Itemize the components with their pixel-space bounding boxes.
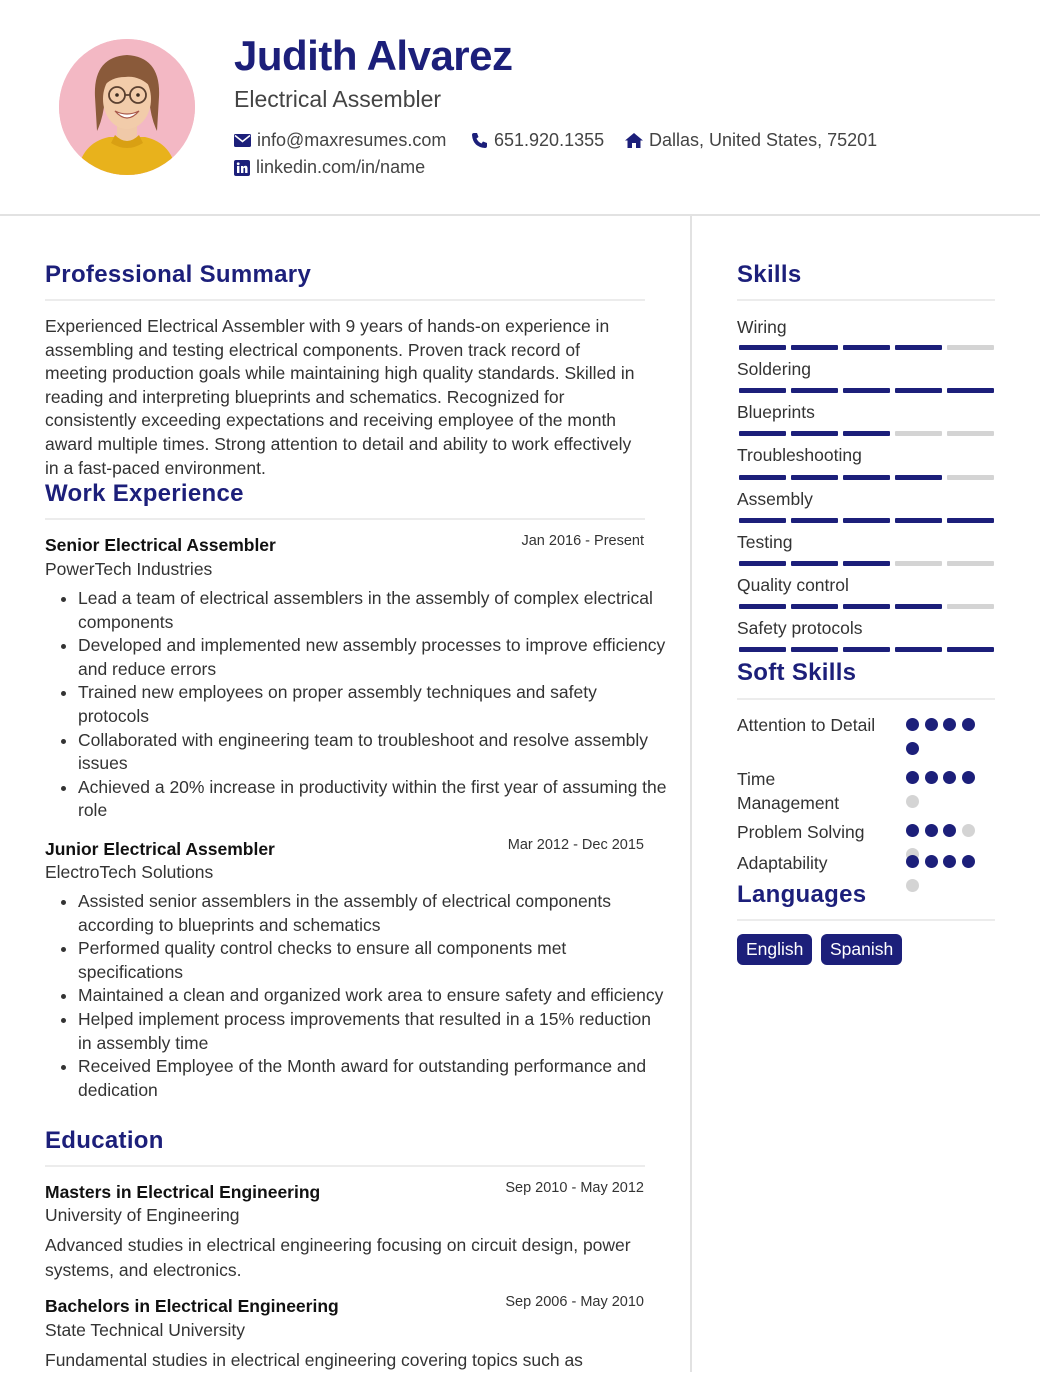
job-bullet: • Assisted senior assemblers in the assembly of electrical components according to blueprints and schematics bbox=[78, 890, 668, 937]
skill-level-filled bbox=[739, 604, 786, 609]
skill-name: Wiring bbox=[737, 317, 787, 337]
languages-heading: Languages bbox=[737, 881, 867, 908]
experience-rule bbox=[45, 518, 645, 520]
profile-photo-illustration bbox=[59, 39, 195, 175]
rating-dot-filled bbox=[925, 771, 938, 784]
rating-dot-filled bbox=[925, 855, 938, 868]
phone-icon bbox=[471, 132, 488, 149]
rating-dot-filled bbox=[943, 771, 956, 784]
skill-bar bbox=[739, 604, 999, 609]
job-bullet: • Lead a team of electrical assemblers in the assembly of complex electrical components bbox=[78, 587, 668, 634]
soft-skill-name: Time Management bbox=[737, 769, 840, 813]
rating-dot-filled bbox=[962, 771, 975, 784]
rating-dot-empty bbox=[906, 795, 919, 808]
skill-bar bbox=[739, 647, 999, 652]
education-heading: Education bbox=[45, 1127, 164, 1154]
phone-text: 651.920.1355 bbox=[494, 130, 605, 150]
location-text: Dallas, United States, 75201 bbox=[649, 130, 878, 150]
email-text: info@maxresumes.com bbox=[257, 130, 447, 150]
skill-name: Assembly bbox=[737, 489, 813, 509]
skill-level-filled bbox=[947, 647, 994, 652]
rating-dot-filled bbox=[925, 824, 938, 837]
skill-level-filled bbox=[843, 518, 890, 523]
job-bullets bbox=[58, 587, 668, 823]
skill-level-empty bbox=[895, 561, 942, 566]
soft-skill-name: Attention to Detail bbox=[737, 715, 876, 735]
candidate-role: Electrical Assembler bbox=[234, 86, 442, 112]
skill-bar bbox=[739, 345, 999, 350]
job-bullet: • Trained new employees on proper assembly techniques and safety protocols bbox=[78, 681, 668, 728]
rating-dot-empty bbox=[906, 879, 919, 892]
skill-level-filled bbox=[739, 647, 786, 652]
soft-skill-name: Adaptability bbox=[737, 853, 828, 873]
resume-header bbox=[0, 0, 1040, 216]
soft-skill-dots bbox=[906, 718, 986, 766]
language-tag: Spanish bbox=[821, 934, 902, 965]
linkedin-contact[interactable] bbox=[234, 157, 425, 178]
rating-dot-filled bbox=[906, 742, 919, 755]
rating-dot-filled bbox=[943, 718, 956, 731]
envelope-icon bbox=[234, 134, 251, 147]
skill-level-filled bbox=[895, 518, 942, 523]
skill-level-filled bbox=[895, 475, 942, 480]
skill-level-empty bbox=[947, 561, 994, 566]
skill-level-filled bbox=[791, 388, 838, 393]
soft-skill-dots bbox=[906, 771, 986, 819]
skill-level-filled bbox=[895, 604, 942, 609]
job-bullet: • Helped implement process improvements that resulted in a 15% reduction in assembly time bbox=[78, 1008, 668, 1055]
skill-level-filled bbox=[739, 345, 786, 350]
skill-bar bbox=[739, 518, 999, 523]
profile-photo bbox=[59, 39, 195, 175]
soft-skills-rule bbox=[737, 698, 995, 700]
skill-level-filled bbox=[791, 518, 838, 523]
soft-skill-dots bbox=[906, 855, 986, 903]
skill-level-filled bbox=[843, 345, 890, 350]
job-bullet: • Maintained a clean and organized work area to ensure safety and efficiency bbox=[78, 984, 668, 1008]
summary-text: Experienced Electrical Assembler with 9 years of hands-on experience in assembling and testing electrical components. Proven track record of meeting production goals while maintaining high quality standards. Skilled in reading and interpreting blueprints and schematics. Recognized for consistently exceeding expectations and receiving employee of the month award multiple times. Strong attention to detail and ability to work effectively in a fast-paced environment. bbox=[45, 316, 635, 478]
rating-dot-filled bbox=[943, 824, 956, 837]
skill-level-filled bbox=[791, 647, 838, 652]
education-rule bbox=[45, 1165, 645, 1167]
skill-level-filled bbox=[947, 518, 994, 523]
skill-level-filled bbox=[843, 475, 890, 480]
summary-rule bbox=[45, 299, 645, 301]
skill-level-filled bbox=[791, 475, 838, 480]
skill-level-empty bbox=[895, 431, 942, 436]
job-company: ElectroTech Solutions bbox=[45, 862, 214, 882]
rating-dot-filled bbox=[962, 855, 975, 868]
home-icon bbox=[625, 133, 643, 148]
job-title: Senior Electrical Assembler bbox=[45, 535, 276, 555]
skill-name: Testing bbox=[737, 532, 793, 552]
rating-dot-filled bbox=[906, 718, 919, 731]
rating-dot-filled bbox=[906, 771, 919, 784]
degree-title: Masters in Electrical Engineering bbox=[45, 1182, 321, 1202]
summary-heading: Professional Summary bbox=[45, 261, 312, 288]
skills-rule bbox=[737, 299, 995, 301]
linkedin-text: linkedin.com/in/name bbox=[256, 157, 426, 177]
skill-level-empty bbox=[947, 475, 994, 480]
skill-level-filled bbox=[895, 345, 942, 350]
linkedin-icon bbox=[234, 160, 250, 176]
job-dates: Mar 2012 - Dec 2015 bbox=[507, 837, 644, 853]
skill-name: Troubleshooting bbox=[737, 445, 862, 465]
skill-name: Safety protocols bbox=[737, 618, 863, 638]
skill-level-filled bbox=[791, 604, 838, 609]
skill-level-filled bbox=[739, 431, 786, 436]
phone-contact[interactable] bbox=[471, 130, 604, 151]
skill-level-filled bbox=[739, 561, 786, 566]
column-divider bbox=[690, 216, 692, 1372]
skill-bar bbox=[739, 475, 999, 480]
soft-skills-heading: Soft Skills bbox=[737, 659, 857, 686]
education-dates: Sep 2010 - May 2012 bbox=[505, 1180, 644, 1196]
job-company: PowerTech Industries bbox=[45, 559, 213, 579]
skill-level-filled bbox=[947, 388, 994, 393]
job-bullet: • Received Employee of the Month award for outstanding performance and dedication bbox=[78, 1055, 668, 1102]
degree-title: Bachelors in Electrical Engineering bbox=[45, 1296, 339, 1316]
rating-dot-filled bbox=[906, 855, 919, 868]
skill-bar bbox=[739, 561, 999, 566]
job-bullet: • Achieved a 20% increase in productivity within the first year of assuming the role bbox=[78, 776, 668, 823]
school-name: University of Engineering bbox=[45, 1205, 240, 1225]
skill-level-filled bbox=[739, 518, 786, 523]
languages-rule bbox=[737, 919, 995, 921]
skill-level-filled bbox=[739, 475, 786, 480]
skill-level-filled bbox=[739, 388, 786, 393]
rating-dot-filled bbox=[906, 824, 919, 837]
job-dates: Jan 2016 - Present bbox=[521, 533, 644, 549]
skill-name: Blueprints bbox=[737, 402, 815, 422]
skill-level-empty bbox=[947, 604, 994, 609]
education-desc: Fundamental studies in electrical engineering covering topics such as bbox=[45, 1350, 583, 1370]
rating-dot-empty bbox=[962, 824, 975, 837]
skill-level-filled bbox=[895, 647, 942, 652]
job-bullet: • Collaborated with engineering team to troubleshoot and resolve assembly issues bbox=[78, 729, 668, 776]
skill-level-filled bbox=[843, 604, 890, 609]
skill-level-filled bbox=[843, 388, 890, 393]
job-bullets bbox=[58, 890, 668, 1102]
skill-level-empty bbox=[947, 431, 994, 436]
education-dates: Sep 2006 - May 2010 bbox=[505, 1294, 644, 1310]
skill-name: Quality control bbox=[737, 575, 849, 595]
rating-dot-filled bbox=[962, 718, 975, 731]
skill-level-filled bbox=[843, 431, 890, 436]
experience-heading: Work Experience bbox=[45, 480, 244, 507]
job-bullet: • Performed quality control checks to ensure all components met specifications bbox=[78, 937, 668, 984]
skill-level-filled bbox=[843, 561, 890, 566]
skill-level-empty bbox=[947, 345, 994, 350]
skill-level-filled bbox=[895, 388, 942, 393]
rating-dot-filled bbox=[925, 718, 938, 731]
skill-name: Soldering bbox=[737, 359, 811, 379]
skill-bar bbox=[739, 431, 999, 436]
school-name: State Technical University bbox=[45, 1320, 246, 1340]
skills-heading: Skills bbox=[737, 261, 802, 288]
education-desc: Advanced studies in electrical engineering focusing on circuit design, power systems, and electronics. bbox=[45, 1235, 631, 1280]
candidate-name: Judith Alvarez bbox=[234, 32, 513, 79]
skill-bar bbox=[739, 388, 999, 393]
email-contact[interactable] bbox=[234, 130, 446, 151]
skill-level-filled bbox=[791, 561, 838, 566]
location-contact bbox=[625, 130, 877, 151]
skill-level-filled bbox=[791, 345, 838, 350]
job-title: Junior Electrical Assembler bbox=[45, 839, 275, 859]
skill-level-filled bbox=[791, 431, 838, 436]
job-bullet: • Developed and implemented new assembly processes to improve efficiency and reduce errors bbox=[78, 634, 668, 681]
rating-dot-filled bbox=[943, 855, 956, 868]
skill-level-filled bbox=[843, 647, 890, 652]
soft-skill-name: Problem Solving bbox=[737, 822, 865, 842]
language-tag: English bbox=[737, 934, 812, 965]
